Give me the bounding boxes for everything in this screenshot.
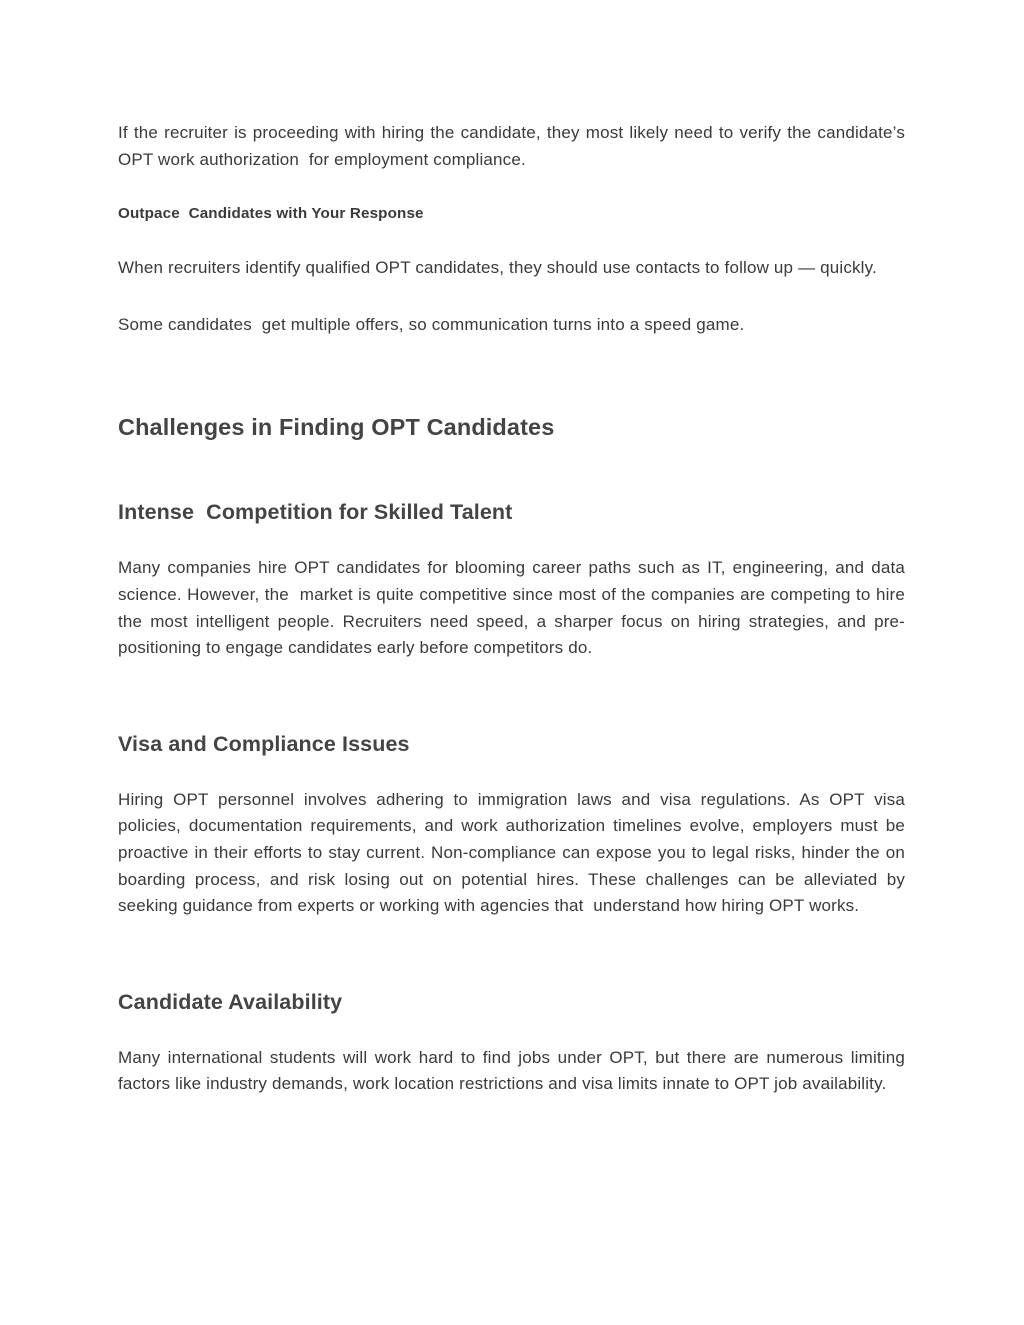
spacer [118,338,905,413]
spacer [118,757,905,787]
outpace-heading: Outpace Candidates with Your Response [118,205,424,223]
spacer [118,441,905,499]
outpace-paragraph-2: Some candidates get multiple offers, so communication turns into a speed game. [118,314,745,334]
outpace-paragraph-1: When recruiters identify qualified OPT candidates, they should use contacts to follow up — quickly. [118,258,877,278]
competition-sub-heading: Intense Competition for Skilled Talent [118,500,513,525]
spacer [118,920,905,989]
spacer [118,662,905,731]
intro-paragraph: If the recruiter is proceeding with hiring the candidate, they most likely need to verify the candidate’s OPT work authorization for employment compliance. [118,123,910,169]
visa-paragraph: Hiring OPT personnel involves adhering to immigration laws and visa regulations. As OPT visa policies, documentation requirements, and work authorization timelines evolve, employers must be proactive in their efforts to stay current. Non-compliance can expose you to legal risks, hinder the on boarding process, and risk losing out on potential hires. These challenges can be alleviated by seeking guidance from experts or working with agencies that understand how hiring OPT works. [118,789,910,916]
spacer [118,173,905,204]
spacer [118,525,905,555]
spacer [118,1015,905,1045]
spacer [118,224,905,255]
availability-sub-heading: Candidate Availability [118,989,343,1014]
spacer [118,282,905,312]
challenges-section-heading: Challenges in Finding OPT Candidates [118,414,555,441]
competition-paragraph: Many companies hire OPT candidates for blooming career paths such as IT, engineering, and data science. However, the market is quite competitive since most of the companies are competing to hire the most intelligent people. Recruiters need speed, a sharper focus on hiring strategies, and pre-positioning to engage candidates early before competitors do. [118,558,910,658]
document-content-column [118,120,910,1098]
availability-paragraph: Many international students will work hard to find jobs under OPT, but there are numerous limiting factors like industry demands, work location restrictions and visa limits innate to OPT job availability. [118,1047,910,1094]
visa-sub-heading: Visa and Compliance Issues [118,731,410,756]
